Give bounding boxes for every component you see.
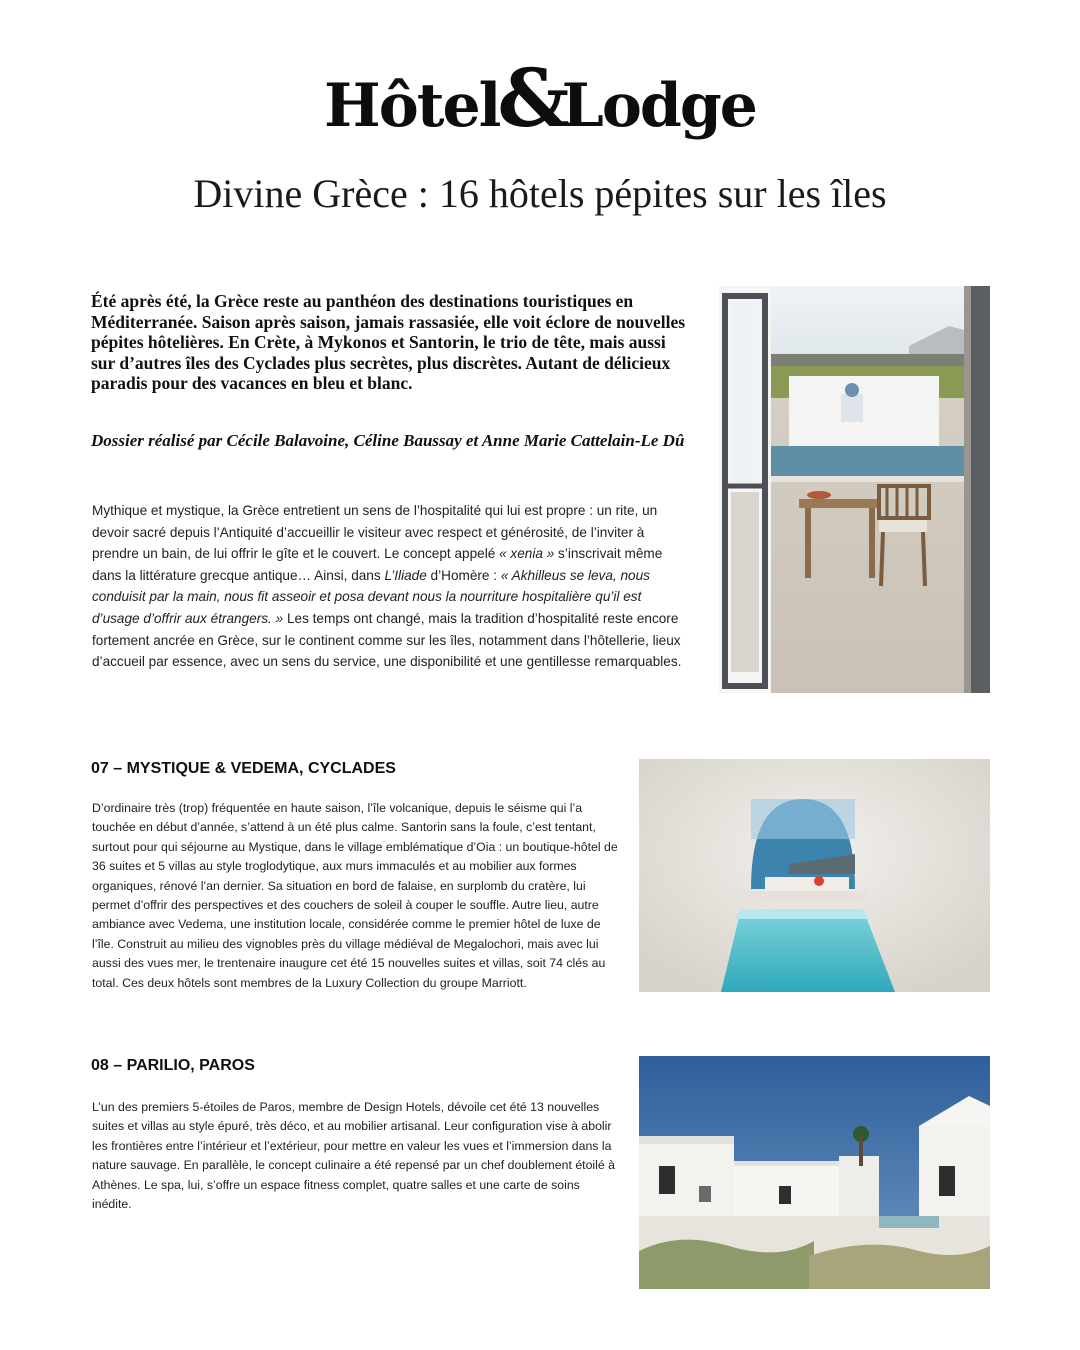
- brand-logo-part2: Lodge: [561, 71, 756, 141]
- intro-text-2: s’inscrivait même dans la littérature grecque antique… Ainsi, dans: [92, 546, 663, 583]
- parilio-photo: [639, 1056, 990, 1289]
- section-08-body: L’un des premiers 5-étoiles de Paros, membre de Design Hotels, dévoile cet été 13 nouvelles suites et villas au style épuré, très déco, et au mobilier artisanal. Leur configuration vise à abolir les frontières entre l’intérieur et l’extérieur, pour mettre en valeur les vues et l’immersion dans la nature sauvage. En parallèle, le concept culinaire a été repensé par un chef doublement étoilé à Athènes. Le spa, lui, s’offre un espace fitness complet, quatre salles et une carte de soins inédite.: [92, 1100, 615, 1212]
- intro-xenia: « xenia »: [499, 546, 555, 562]
- section-07-body: D’ordinaire très (trop) fréquentée en haute saison, l’île volcanique, depuis le séisme qui l’a touchée en début d’année, s’attend à un été plus calme. Santorin sans la foule, c’est tentant, surtout pour qui séjourne au Mystique, dans le village emblématique d’Oia : un boutique-hôtel de 36 suites et 5 villas au style troglodytique, aux murs immaculés et au mobilier aux formes organiques, rénové l’an dernier. Sa situation en bord de falaise, en surplomb du cratère, lui permet d’offrir des perspectives et des couchers de soleil à couper le souffle. Autre lieu, autre ambiance avec Vedema, une institution locale, considérée comme le premier hôtel de luxe de l’île. Construit au milieu des vignobles près du village médiéval de Megalochori, mais avec lui aussi des vues mer, le trentenaire inaugure cet été 15 nouvelles suites et villas, soit 74 clés au total. Ces deux hôtels sont membres de la Luxury Collection du groupe Marriott.: [92, 801, 618, 990]
- section-07-title: 07 – MYSTIQUE & VEDEMA, CYCLADES: [91, 760, 396, 777]
- intro-text-1: Mythique et mystique, la Grèce entretient un sens de l’hospitalité qui lui est propre : un rite, un devoir sacré depuis l’Antiquité d’accueillir le visiteur avec respect et générosité, de l’inviter à prendre un bain, de lui offrir le gîte et le couvert. Le concept appelé: [92, 503, 658, 562]
- article-credits: Dossier réalisé par Cécile Balavoine, Céline Baussay et Anne Marie Cattelain-Le Dû: [91, 431, 685, 450]
- intro-text-4: Les temps ont changé, mais la tradition d’hospitalité reste encore fortement ancrée en Grèce, sur le continent comme sur les îles, notamment dans l’hôtellerie, lieux d’accueil par essence, avec un sens du service, une disponibilité et une gentillesse remarquables.: [92, 610, 682, 670]
- terrace-photo: [719, 286, 990, 693]
- article-lead: Été après été, la Grèce reste au panthéon des destinations touristiques en Méditerranée. Saison après saison, jamais rassasiée, elle voit éclore de nouvelles pépites hôtelières. En Crète, à Mykonos et Santorin, le trio de tête, mais aussi sur d’autres îles des Cyclades plus secrètes, plus discrètes. Autant de délicieux paradis pour des vacances en bleu et blanc.: [91, 291, 686, 393]
- brand-logo: [0, 51, 1080, 146]
- intro-quote: « Akhilleus se leva, nous conduisit par la main, nous fit asseoir et posa devant nous la nourriture hospitalière qu’il est d’usage d’offrir aux étrangers. »: [92, 567, 650, 626]
- brand-logo-part1: Hôtel: [324, 71, 500, 141]
- intro-paragraph: [92, 500, 692, 673]
- intro-text-3: d’Homère :: [426, 567, 501, 583]
- cave-pool-photo: [639, 759, 990, 992]
- brand-logo-ampersand: &: [497, 51, 564, 145]
- intro-iliad-title: L’Iliade: [384, 567, 427, 583]
- article-headline: Divine Grèce : 16 hôtels pépites sur les îles: [193, 171, 887, 216]
- section-08-title: 08 – PARILIO, PAROS: [91, 1057, 255, 1074]
